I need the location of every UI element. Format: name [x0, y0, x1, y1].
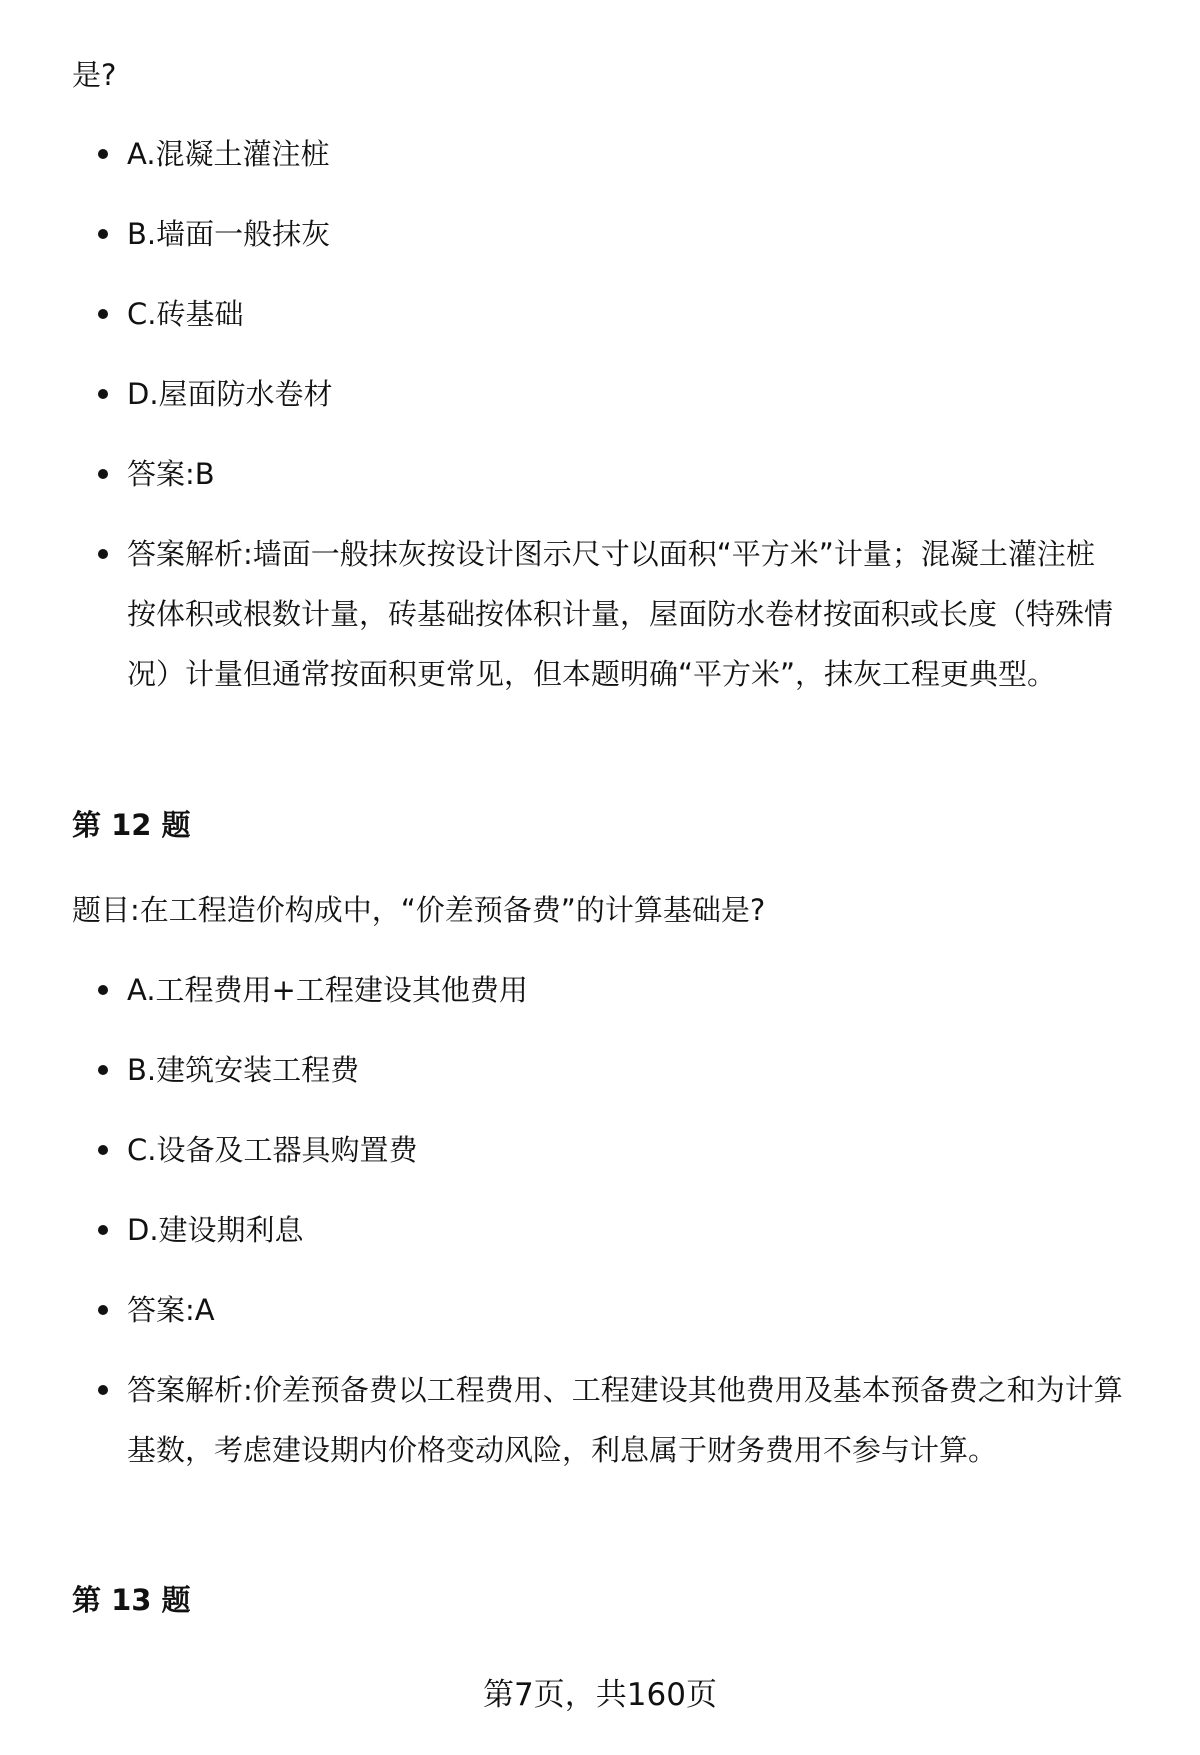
- analysis-line: 况）计量但通常按面积更常见，但本题明确“平方米”，抹灰工程更典型。: [127, 657, 1057, 691]
- bullet-icon: [98, 389, 108, 399]
- bullet-icon: [98, 549, 108, 559]
- answer-analysis: [98, 524, 1158, 704]
- analysis-line: 答案解析:价差预备费以工程费用、工程建设其他费用及基本预备费之和为计算: [127, 1373, 1123, 1407]
- option-d: [98, 1210, 1158, 1250]
- analysis-line: 按体积或根数计量，砖基础按体积计量，屋面防水卷材按面积或长度（特殊情: [127, 597, 1114, 631]
- answer-analysis: [98, 1360, 1158, 1480]
- analysis-text: [127, 524, 1158, 704]
- question-title: 第 12 题: [72, 808, 191, 842]
- option-text: A.工程费用+工程建设其他费用: [127, 973, 528, 1007]
- bullet-icon: [98, 985, 108, 995]
- bullet-icon: [98, 469, 108, 479]
- analysis-line: 答案解析:墙面一般抹灰按设计图示尺寸以面积“平方米”计量；混凝土灌注桩: [127, 537, 1095, 571]
- option-a: [98, 134, 1158, 174]
- bullet-icon: [98, 1065, 108, 1075]
- bullet-icon: [98, 149, 108, 159]
- answer: [98, 1290, 1158, 1330]
- option-c: [98, 294, 1158, 334]
- option-text: C.设备及工器具购置费: [127, 1133, 418, 1167]
- question-title: 第 13 题: [72, 1583, 191, 1617]
- option-text: D.建设期利息: [127, 1213, 304, 1247]
- option-text: A.混凝土灌注桩: [127, 137, 330, 171]
- analysis-line: 基数，考虑建设期内价格变动风险，利息属于财务费用不参与计算。: [127, 1433, 998, 1467]
- bullet-icon: [98, 1305, 108, 1315]
- question-stem: 题目:在工程造价构成中，“价差预备费”的计算基础是?: [72, 893, 766, 927]
- option-c: [98, 1130, 1158, 1170]
- answer-text: 答案:B: [127, 457, 215, 491]
- bullet-icon: [98, 229, 108, 239]
- option-a: [98, 970, 1158, 1010]
- bullet-icon: [98, 309, 108, 319]
- option-text: B.墙面一般抹灰: [127, 217, 331, 251]
- option-d: [98, 374, 1158, 414]
- option-text: D.屋面防水卷材: [127, 377, 333, 411]
- option-b: [98, 1050, 1158, 1090]
- bullet-icon: [98, 1225, 108, 1235]
- bullet-icon: [98, 1145, 108, 1155]
- question-stem-tail: 是?: [72, 58, 117, 92]
- page-number: 第7页，共160页: [483, 1677, 717, 1713]
- analysis-text: [127, 1360, 1158, 1480]
- option-text: C.砖基础: [127, 297, 244, 331]
- bullet-icon: [98, 1385, 108, 1395]
- answer-text: 答案:A: [127, 1293, 215, 1327]
- option-b: [98, 214, 1158, 254]
- answer: [98, 454, 1158, 494]
- option-text: B.建筑安装工程费: [127, 1053, 360, 1087]
